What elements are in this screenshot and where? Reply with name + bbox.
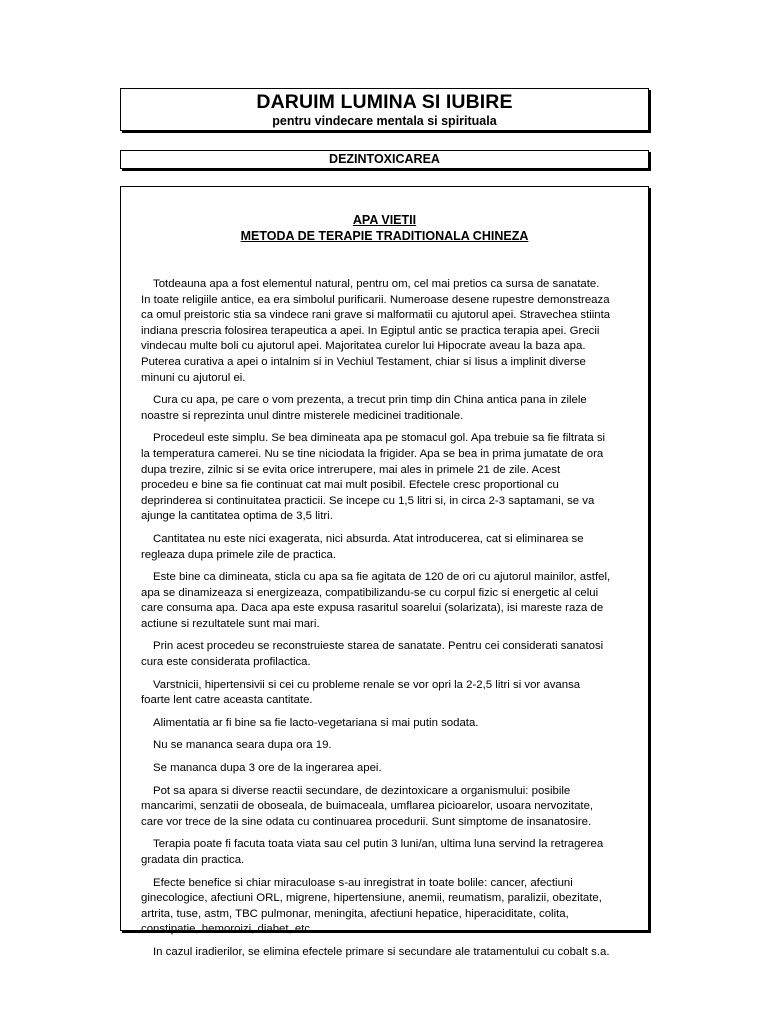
paragraph-line: regleaza dupa primele zile de practica.: [141, 548, 337, 561]
article-paragraph: [141, 639, 630, 670]
paragraph-line: vindecau multe boli cu ajutorul apei. Majoritatea curelor lui Hipocrate aveau la baza apa.: [141, 340, 586, 353]
paragraph-line: indiana prescria folosirea terapeutica a apei. In Egiptul antic se practica terapia apei. Grecii: [141, 324, 600, 337]
paragraph-line: noastre si reprezinta unul dintre misterele medicinei traditionale.: [141, 409, 464, 422]
paragraph-line: In cazul iradierilor, se elimina efectele primare si secundare ale tratamentului cu cobalt s.a.: [153, 945, 610, 958]
paragraph-line: gradata din practica.: [141, 854, 245, 866]
section-box: [120, 150, 649, 169]
article-paragraph: [141, 716, 630, 732]
paragraph-line: mancarimi, senzatii de oboseala, de buimaceala, umflarea picioarelor, usoara nervozitate,: [141, 800, 594, 813]
paragraph-line: Totdeauna apa a fost elementul natural, pentru om, cel mai pretios ca sursa de sanatate.: [153, 278, 600, 290]
article-paragraph: [141, 570, 630, 632]
article-box: [120, 186, 649, 958]
paragraph-line: In toate religiile antice, ea era simbolul purificarii. Numeroase desene rupestre demonstreaza: [141, 293, 610, 306]
paragraph-line: Cantitatea nu este nici exagerata, nici absurda. Atat introducerea, cat si eliminarea se: [153, 532, 584, 545]
paragraph-line: Terapia poate fi facuta toata viata sau cel putin 3 luni/an, ultima luna servind la retragerea: [153, 838, 604, 851]
article-heading: APA VIETII: [352, 213, 417, 227]
paragraph-line: Varstnicii, hipertensivii si cei cu probleme renale se vor opri la 2-2,5 litri si vor avansa: [153, 678, 581, 691]
article-paragraph: [141, 784, 630, 831]
article-body: [141, 277, 630, 968]
paragraph-line: Cura cu apa, pe care o vom prezenta, a trecut prin timp din China antica pana in zilele: [153, 394, 587, 407]
paragraph-line: minuni cu ajutorul ei.: [141, 371, 246, 384]
paragraph-line: ca omul preistoric stia sa vindece rani grave si malformatii cu ajutorul apei. Stravechea stiinta: [141, 309, 611, 322]
paragraph-line: Pot sa apara si diverse reactii secundare, de dezintoxicare a organismului: posibile: [153, 784, 571, 797]
paragraph-line: foarte lent catre aceasta cantitate.: [141, 694, 313, 707]
article-paragraph: [141, 945, 630, 961]
paragraph-line: procedeu e bine sa fie continuat cat mai mult posibil. Efectele cresc proportional cu: [141, 479, 559, 492]
paragraph-line: dupa trezire, zilnic si se evita orice intrerupere, mai ales in primele 21 de zile. Acest: [141, 463, 561, 476]
paragraph-line: Este bine ca dimineata, sticla cu apa sa fie agitata de 120 de ori cu ajutorul mainilor, astfel,: [153, 571, 611, 584]
paragraph-line: ajunge la cantitatea optima de 3,5 litri.: [141, 510, 333, 523]
paragraph-line: Alimentatia ar fi bine sa fie lacto-vegetariana si mai putin sodata.: [153, 716, 479, 729]
paragraph-line: actiune si rezultatele sunt mai mari.: [141, 617, 320, 630]
paragraph-line: deprinderea si continuitatea practicii. Se incepe cu 1,5 litri si, in circa 2-3 saptamani, se va: [141, 494, 595, 507]
article-paragraph: [141, 837, 630, 868]
paragraph-line: care consuma apa. Daca apa este expusa rasaritul soarelui (solarizata), isi mareste raza de: [141, 602, 604, 615]
article-paragraph: [141, 678, 630, 709]
paragraph-line: constipatie, hemoroizi, diabet, etc.: [141, 923, 314, 936]
paragraph-line: artrita, tuse, astm, TBC pulmonar, meningita, afectiuni hepatice, hiperaciditate, colita,: [141, 907, 569, 920]
article-paragraph: [141, 761, 630, 777]
page-title: DARUIM LUMINA SI IUBIRE: [256, 91, 513, 113]
paragraph-line: Prin acest procedeu se reconstruieste starea de sanatate. Pentru cei considerati sanatosi: [153, 640, 604, 653]
paragraph-line: Efecte benefice si chiar miraculoase s-au inregistrat in toate bolile: cancer, afectiuni: [153, 876, 573, 889]
paragraph-line: Nu se mananca seara dupa ora 19.: [153, 739, 332, 752]
section-title: DEZINTOXICAREA: [329, 152, 440, 166]
title-box: [120, 88, 649, 131]
paragraph-line: Se mananca dupa 3 ore de la ingerarea apei.: [153, 762, 382, 775]
article-paragraph: [141, 277, 630, 386]
paragraph-line: cura este considerata profilactica.: [141, 656, 311, 669]
paragraph-line: la temperatura camerei. Nu se tine niciodata la frigider. Apa se bea in prima jumatate de ora: [141, 447, 604, 460]
paragraph-line: apa se dinamizeaza si energizeaza, compatibilizandu-se cu corpul fizic si energetic al celui: [141, 586, 599, 599]
article-paragraph: [141, 431, 630, 525]
paragraph-line: ginecologice, afectiuni ORL, migrene, hipertensiune, anemii, reumatism, paralizii, obezitate,: [141, 892, 602, 905]
paragraph-line: care vor trece de la sine odata cu continuarea procedurii. Sunt simptome de insanatosire.: [141, 815, 592, 828]
article-paragraph: [141, 876, 630, 938]
article-subheading: METODA DE TERAPIE TRADITIONALA CHINEZA: [240, 229, 529, 243]
paragraph-line: Puterea curativa a apei o intalnim si in Vechiul Testament, chiar si Iisus a implinit diverse: [141, 355, 586, 368]
article-paragraph: [141, 532, 630, 563]
page-subtitle: pentru vindecare mentala si spirituala: [272, 114, 497, 128]
paragraph-line: Procedeul este simplu. Se bea dimineata apa pe stomacul gol. Apa trebuie sa fie filtrata si: [153, 432, 606, 445]
article-paragraph: [141, 393, 630, 424]
article-paragraph: [141, 738, 630, 754]
